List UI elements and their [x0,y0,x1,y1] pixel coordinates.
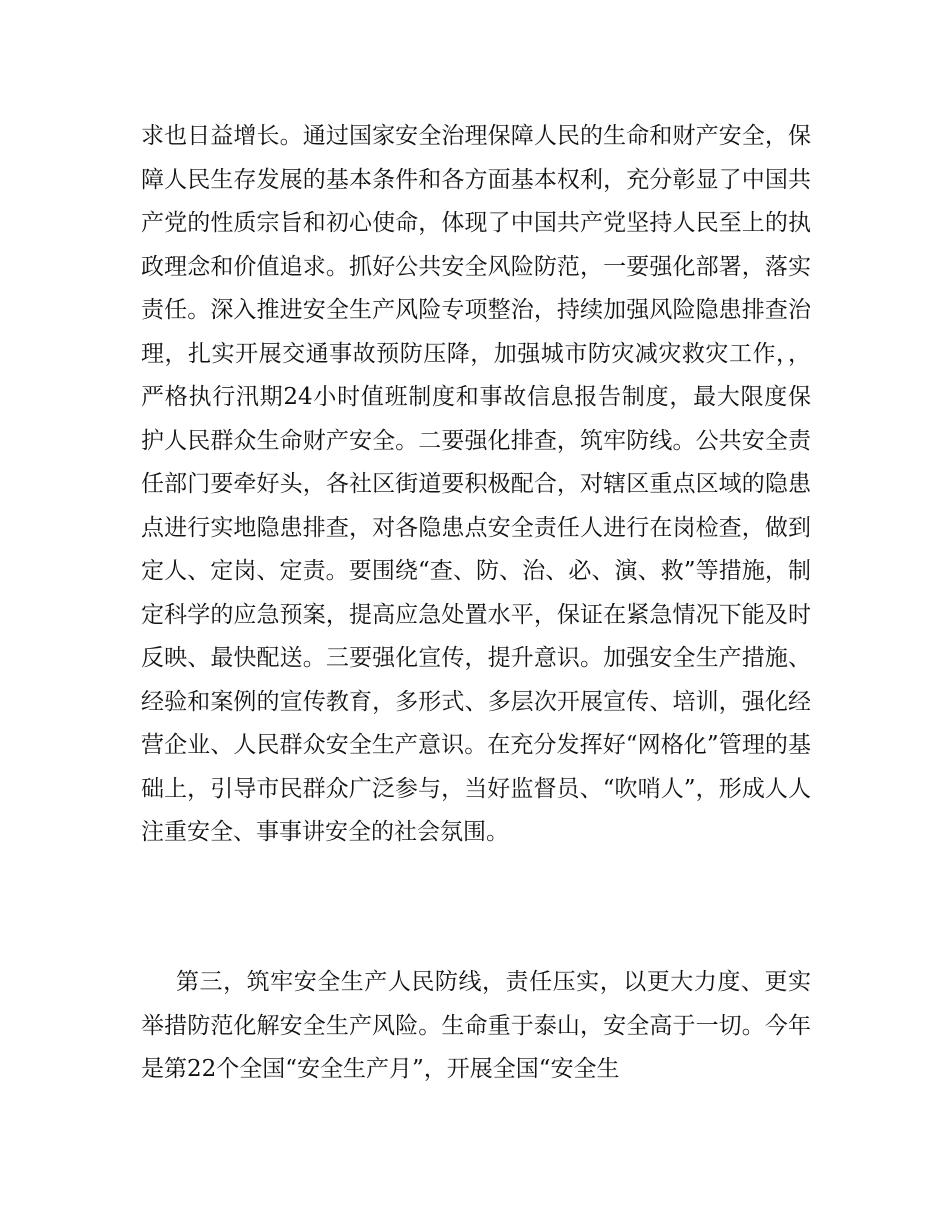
paragraph-block-1 [141,115,811,855]
body-paragraph: 求也日益增长。通过国家安全治理保障人民的生命和财产安全，保障人民生存发展的基本条件和各方面基本权利，充分彰显了中国共产党的性质宗旨和初心使命，体现了中国共产党坚持人民至上的执政理念和价值追求。抓好公共安全风险防范，一要强化部署，落实责任。深入推进安全生产风险专项整治，持续加强风险隐患排查治理，扎实开展交通事故预防压降，加强城市防灾减灾救灾工作，，严格执行汛期24小时值班制度和事故信息报告制度，最大限度保护人民群众生命财产安全。二要强化排查，筑牢防线。公共安全责任部门要牵好头，各社区街道要积极配合，对辖区重点区域的隐患点进行实地隐患排查，对各隐患点安全责任人进行在岗检查，做到定人、定岗、定责。要围绕“查、防、治、必、演、救”等措施，制定科学的应急预案，提高应急处置水平，保证在紧急情况下能及时反映、最快配送。三要强化宣传，提升意识。加强安全生产措施、经验和案例的宣传教育，多形式、多层次开展宣传、培训，强化经营企业、人民群众安全生产意识。在充分发挥好“网格化”管理的基础上，引导市民群众广泛参与，当好监督员、“吹哨人”，形成人人注重安全、事事讲安全的社会氛围。 [141,123,811,845]
body-paragraph: 第三，筑牢安全生产人民防线，责任压实，以更大力度、更实举措防范化解安全生产风险。生命重于泰山，安全高于一切。今年是第22个全国“安全生产月”，开展全国“安全生 [141,969,811,1082]
paragraph-block-2 [141,961,811,1092]
